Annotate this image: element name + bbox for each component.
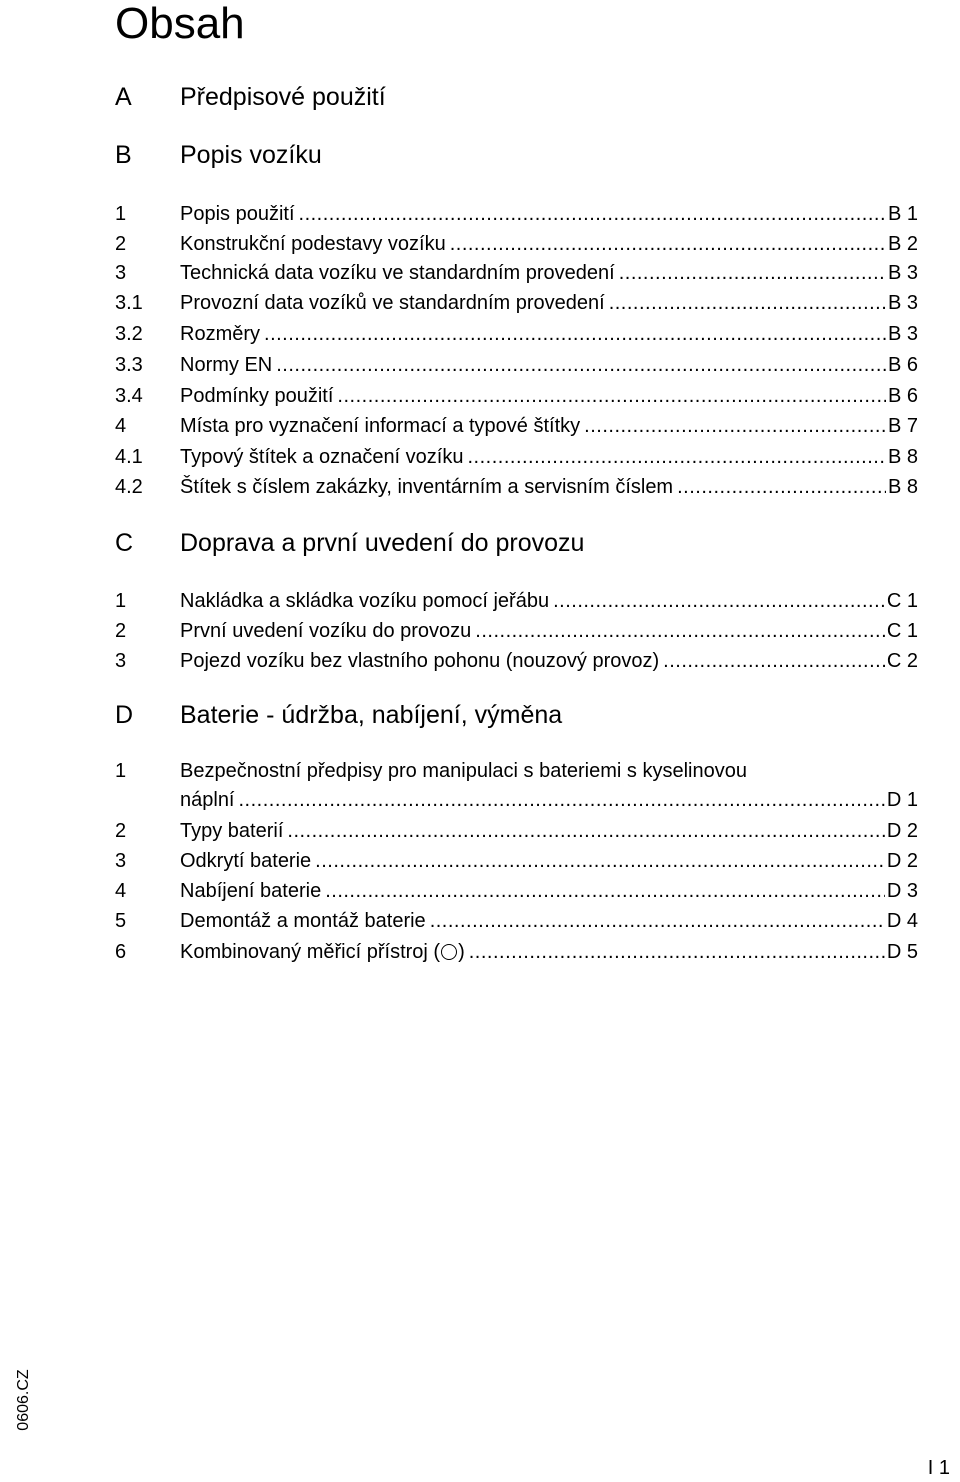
entry-page: D 5 bbox=[886, 941, 918, 963]
entry-label: Typy baterií bbox=[180, 820, 284, 842]
toc-entry[interactable] bbox=[115, 588, 918, 614]
dot-leader bbox=[276, 352, 886, 378]
entry-page: B 7 bbox=[887, 415, 918, 437]
entry-number: 4.1 bbox=[115, 446, 143, 468]
entry-number: 3.3 bbox=[115, 354, 143, 376]
section-letter: C bbox=[115, 529, 134, 557]
page-title: Obsah bbox=[115, 0, 245, 48]
section-title: Předpisové použití bbox=[180, 83, 386, 111]
entry-number: 6 bbox=[115, 941, 127, 963]
section-letter: A bbox=[115, 83, 132, 111]
toc-entry[interactable] bbox=[115, 878, 918, 904]
document-code: 0606.CZ bbox=[15, 1369, 32, 1431]
entry-number: 4 bbox=[115, 415, 127, 437]
dot-leader bbox=[299, 201, 886, 227]
toc-entry[interactable] bbox=[115, 618, 918, 644]
entry-label: Typový štítek a označení vozíku bbox=[180, 446, 464, 468]
entry-page: B 2 bbox=[887, 233, 918, 255]
entry-label bbox=[180, 939, 465, 965]
entry-number: 4 bbox=[115, 880, 127, 902]
entry-number: 2 bbox=[115, 620, 127, 642]
page-number: I 1 bbox=[927, 1457, 950, 1479]
toc-entry[interactable] bbox=[115, 290, 918, 316]
dot-leader bbox=[337, 383, 886, 409]
entry-page: B 6 bbox=[887, 354, 918, 376]
dot-leader bbox=[469, 939, 885, 965]
entry-number: 1 bbox=[115, 760, 127, 782]
entry-label-line1: Bezpečnostní předpisy pro manipulaci s bateriemi s kyselinovou bbox=[180, 760, 747, 782]
toc-entry[interactable] bbox=[115, 444, 918, 470]
toc-entry[interactable] bbox=[115, 260, 918, 286]
section-title: Baterie - údržba, nabíjení, výměna bbox=[180, 701, 563, 729]
section-letter: D bbox=[115, 701, 134, 729]
toc-entry[interactable] bbox=[115, 413, 918, 439]
dot-leader bbox=[663, 648, 885, 674]
toc-entry[interactable] bbox=[115, 818, 918, 844]
entry-page: D 3 bbox=[886, 880, 918, 902]
entry-number: 2 bbox=[115, 820, 127, 842]
entry-label: Pojezd vozíku bez vlastního pohonu (nouzový provoz) bbox=[180, 650, 660, 672]
section-heading-a[interactable] bbox=[115, 81, 918, 113]
toc-entry[interactable] bbox=[115, 908, 918, 934]
section-heading-b[interactable] bbox=[115, 139, 918, 171]
entry-page: B 3 bbox=[887, 292, 918, 314]
section-heading-c[interactable] bbox=[115, 527, 918, 559]
toc-entry[interactable] bbox=[115, 383, 918, 409]
entry-label: Rozměry bbox=[180, 323, 261, 345]
toc-entry[interactable] bbox=[115, 352, 918, 378]
dot-leader bbox=[325, 878, 885, 904]
entry-label: Podmínky použití bbox=[180, 385, 334, 407]
entry-label: Konstrukční podestavy vozíku bbox=[180, 233, 446, 255]
toc-entry[interactable] bbox=[115, 474, 918, 500]
dot-leader bbox=[619, 260, 886, 286]
dot-leader bbox=[264, 321, 886, 347]
entry-label-part: ) bbox=[458, 941, 465, 963]
entry-number: 3.4 bbox=[115, 385, 143, 407]
entry-label: Normy EN bbox=[180, 354, 273, 376]
entry-label-part: Kombinovaný měřicí přístroj ( bbox=[180, 941, 441, 963]
dot-leader bbox=[287, 818, 884, 844]
entry-page: C 2 bbox=[886, 650, 918, 672]
entry-label: První uvedení vozíku do provozu bbox=[180, 620, 472, 642]
entry-number: 2 bbox=[115, 233, 127, 255]
entry-number: 1 bbox=[115, 203, 127, 225]
dot-leader bbox=[553, 588, 885, 614]
entry-page: D 2 bbox=[886, 850, 918, 872]
entry-label: náplní bbox=[180, 789, 235, 811]
entry-label: Provozní data vozíků ve standardním provedení bbox=[180, 292, 605, 314]
section-letter: B bbox=[115, 141, 132, 169]
entry-page: B 3 bbox=[887, 323, 918, 345]
entry-label: Místa pro vyznačení informací a typové štítky bbox=[180, 415, 581, 437]
toc-entry[interactable] bbox=[115, 231, 918, 257]
entry-page: B 6 bbox=[887, 385, 918, 407]
section-title: Doprava a první uvedení do provozu bbox=[180, 529, 585, 557]
entry-page: B 8 bbox=[887, 446, 918, 468]
toc-entry[interactable] bbox=[115, 648, 918, 674]
entry-page: D 1 bbox=[886, 789, 918, 811]
entry-page: D 4 bbox=[886, 910, 918, 932]
entry-number: 3.2 bbox=[115, 323, 143, 345]
entry-page: B 3 bbox=[887, 262, 918, 284]
section-title: Popis vozíku bbox=[180, 141, 322, 169]
entry-number: 3 bbox=[115, 650, 127, 672]
dot-leader bbox=[475, 618, 885, 644]
toc-entry[interactable] bbox=[115, 321, 918, 347]
section-heading-d[interactable] bbox=[115, 699, 918, 731]
entry-label: Odkrytí baterie bbox=[180, 850, 312, 872]
entry-label: Popis použití bbox=[180, 203, 295, 225]
dot-leader bbox=[239, 787, 885, 813]
entry-page: B 1 bbox=[887, 203, 918, 225]
toc-entry[interactable] bbox=[115, 201, 918, 227]
dot-leader bbox=[315, 848, 885, 874]
entry-page: D 2 bbox=[886, 820, 918, 842]
circle-o-icon bbox=[441, 944, 457, 960]
dot-leader bbox=[450, 231, 886, 257]
entry-label: Štítek s číslem zakázky, inventárním a servisním číslem bbox=[180, 476, 674, 498]
entry-page: C 1 bbox=[886, 590, 918, 612]
entry-number: 5 bbox=[115, 910, 127, 932]
entry-number: 3 bbox=[115, 262, 127, 284]
entry-label: Nabíjení baterie bbox=[180, 880, 322, 902]
entry-number: 1 bbox=[115, 590, 127, 612]
entry-label: Nakládka a skládka vozíku pomocí jeřábu bbox=[180, 590, 550, 612]
dot-leader bbox=[430, 908, 885, 934]
entry-number: 4.2 bbox=[115, 476, 143, 498]
entry-number: 3.1 bbox=[115, 292, 143, 314]
dot-leader bbox=[677, 474, 886, 500]
entry-page: C 1 bbox=[886, 620, 918, 642]
entry-page: B 8 bbox=[887, 476, 918, 498]
entry-number: 3 bbox=[115, 850, 127, 872]
dot-leader bbox=[609, 290, 886, 316]
entry-label: Demontáž a montáž baterie bbox=[180, 910, 426, 932]
dot-leader bbox=[584, 413, 886, 439]
dot-leader bbox=[467, 444, 885, 470]
toc-entry[interactable] bbox=[115, 939, 918, 965]
entry-label: Technická data vozíku ve standardním provedení bbox=[180, 262, 615, 284]
toc-entry[interactable] bbox=[115, 848, 918, 874]
toc-entry[interactable] bbox=[115, 760, 918, 813]
